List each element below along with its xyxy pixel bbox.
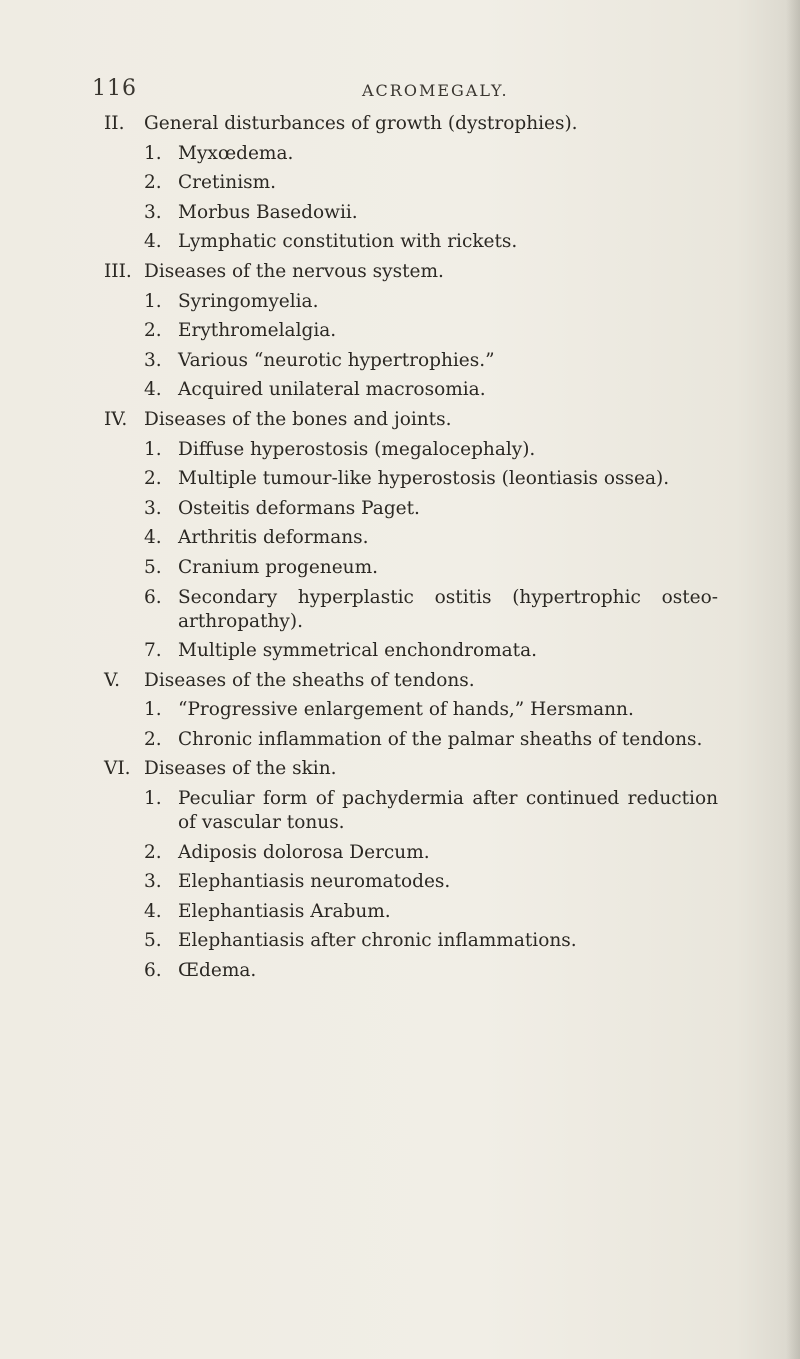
list-item <box>0 319 800 343</box>
list-item-text: Myxœdema. <box>178 142 294 164</box>
list-item <box>0 586 800 634</box>
list-item-number: 1. <box>144 699 162 721</box>
list-item-number: 1. <box>144 788 162 810</box>
list-item <box>0 142 800 166</box>
outline-section <box>0 260 800 402</box>
section-numeral: V. <box>104 669 121 691</box>
list-item <box>0 378 800 402</box>
list-item-number: 4. <box>144 379 162 401</box>
list-item <box>0 698 800 722</box>
list-item-text: Œdema. <box>178 960 257 982</box>
list-item <box>0 526 800 550</box>
list-item <box>0 171 800 195</box>
list-item-number: 4. <box>144 900 162 922</box>
list-item-number: 2. <box>144 468 162 490</box>
list-item-number: 4. <box>144 527 162 549</box>
list-item-number: 2. <box>144 320 162 342</box>
classification-outline <box>0 112 800 989</box>
list-item <box>0 959 800 983</box>
list-item <box>0 929 800 953</box>
outline-section <box>0 112 800 254</box>
running-head: ACROMEGALY. <box>362 81 509 100</box>
list-item-number: 6. <box>144 960 162 982</box>
page-number: 116 <box>92 76 137 101</box>
list-item-number: 6. <box>144 586 162 608</box>
list-item-number: 1. <box>144 290 162 312</box>
list-item-text: Chronic inflammation of the palmar sheaths of tendons. <box>178 728 703 750</box>
outline-section <box>0 669 800 752</box>
list-item-text: Cranium progeneum. <box>178 556 379 578</box>
list-item-text: Arthritis deformans. <box>178 527 369 549</box>
outline-section <box>0 757 800 983</box>
section-numeral: II. <box>104 113 125 134</box>
list-item-number: 2. <box>144 841 162 863</box>
list-item-number: 3. <box>144 201 162 223</box>
list-item-text: Diffuse hyperostosis (megalocephaly). <box>178 438 536 460</box>
list-item-number: 5. <box>144 556 162 578</box>
list-item-text: Cretinism. <box>178 172 277 194</box>
list-item-text: Lymphatic constitution with rickets. <box>178 231 518 253</box>
list-item-text: Acquired unilateral macrosomia. <box>178 379 486 401</box>
list-item <box>0 467 800 491</box>
section-numeral: VI. <box>104 758 131 780</box>
section-numeral: IV. <box>104 408 128 430</box>
list-item-text: Peculiar form of pachydermia after continued reduction of vascular tonus. <box>178 788 718 834</box>
list-item-text: Elephantiasis after chronic inflammations. <box>178 930 577 952</box>
section-title: Diseases of the bones and joints. <box>144 408 452 430</box>
list-item-number: 7. <box>144 640 162 662</box>
list-item-text: Multiple tumour-like hyperostosis (leontiasis ossea). <box>178 468 670 490</box>
page-header <box>0 76 800 106</box>
list-item <box>0 201 800 225</box>
section-heading <box>0 112 800 136</box>
list-item-text: Multiple symmetrical enchondromata. <box>178 640 538 662</box>
section-heading <box>0 408 800 432</box>
list-item-number: 5. <box>144 930 162 952</box>
list-item-number: 2. <box>144 172 162 194</box>
list-item-number: 1. <box>144 438 162 460</box>
list-item-number: 4. <box>144 231 162 253</box>
list-item-text: Syringomyelia. <box>178 290 319 312</box>
list-item-text: Elephantiasis neuromatodes. <box>178 871 451 893</box>
list-item <box>0 497 800 521</box>
list-item <box>0 870 800 894</box>
section-title: General disturbances of growth (dystrophies). <box>144 113 578 134</box>
list-item <box>0 900 800 924</box>
section-title: Diseases of the skin. <box>144 758 337 780</box>
list-item <box>0 841 800 865</box>
outline-section <box>0 408 800 663</box>
list-item-text: Morbus Basedowii. <box>178 201 358 223</box>
list-item <box>0 728 800 752</box>
list-item-text: Adiposis dolorosa Dercum. <box>178 841 430 863</box>
section-numeral: III. <box>104 260 132 282</box>
list-item-number: 1. <box>144 142 162 164</box>
section-title: Diseases of the nervous system. <box>144 260 444 282</box>
section-heading <box>0 757 800 781</box>
list-item-number: 3. <box>144 349 162 371</box>
list-item <box>0 438 800 462</box>
list-item-number: 2. <box>144 728 162 750</box>
list-item-number: 3. <box>144 497 162 519</box>
list-item-text: Secondary hyperplastic ostitis (hypertrophic osteo-arthropathy). <box>178 586 718 632</box>
list-item <box>0 787 800 835</box>
list-item-text: Various “neurotic hypertrophies.” <box>178 349 495 371</box>
list-item-text: Elephantiasis Arabum. <box>178 900 391 922</box>
list-item-text: Osteitis deformans Paget. <box>178 497 420 519</box>
list-item <box>0 556 800 580</box>
list-item-text: Erythromelalgia. <box>178 320 337 342</box>
list-item-text: “Progressive enlargement of hands,” Hersmann. <box>178 699 634 721</box>
list-item <box>0 290 800 314</box>
list-item-number: 3. <box>144 871 162 893</box>
list-item <box>0 349 800 373</box>
list-item <box>0 230 800 254</box>
list-item <box>0 639 800 663</box>
section-heading <box>0 669 800 693</box>
section-title: Diseases of the sheaths of tendons. <box>144 669 475 691</box>
section-heading <box>0 260 800 284</box>
